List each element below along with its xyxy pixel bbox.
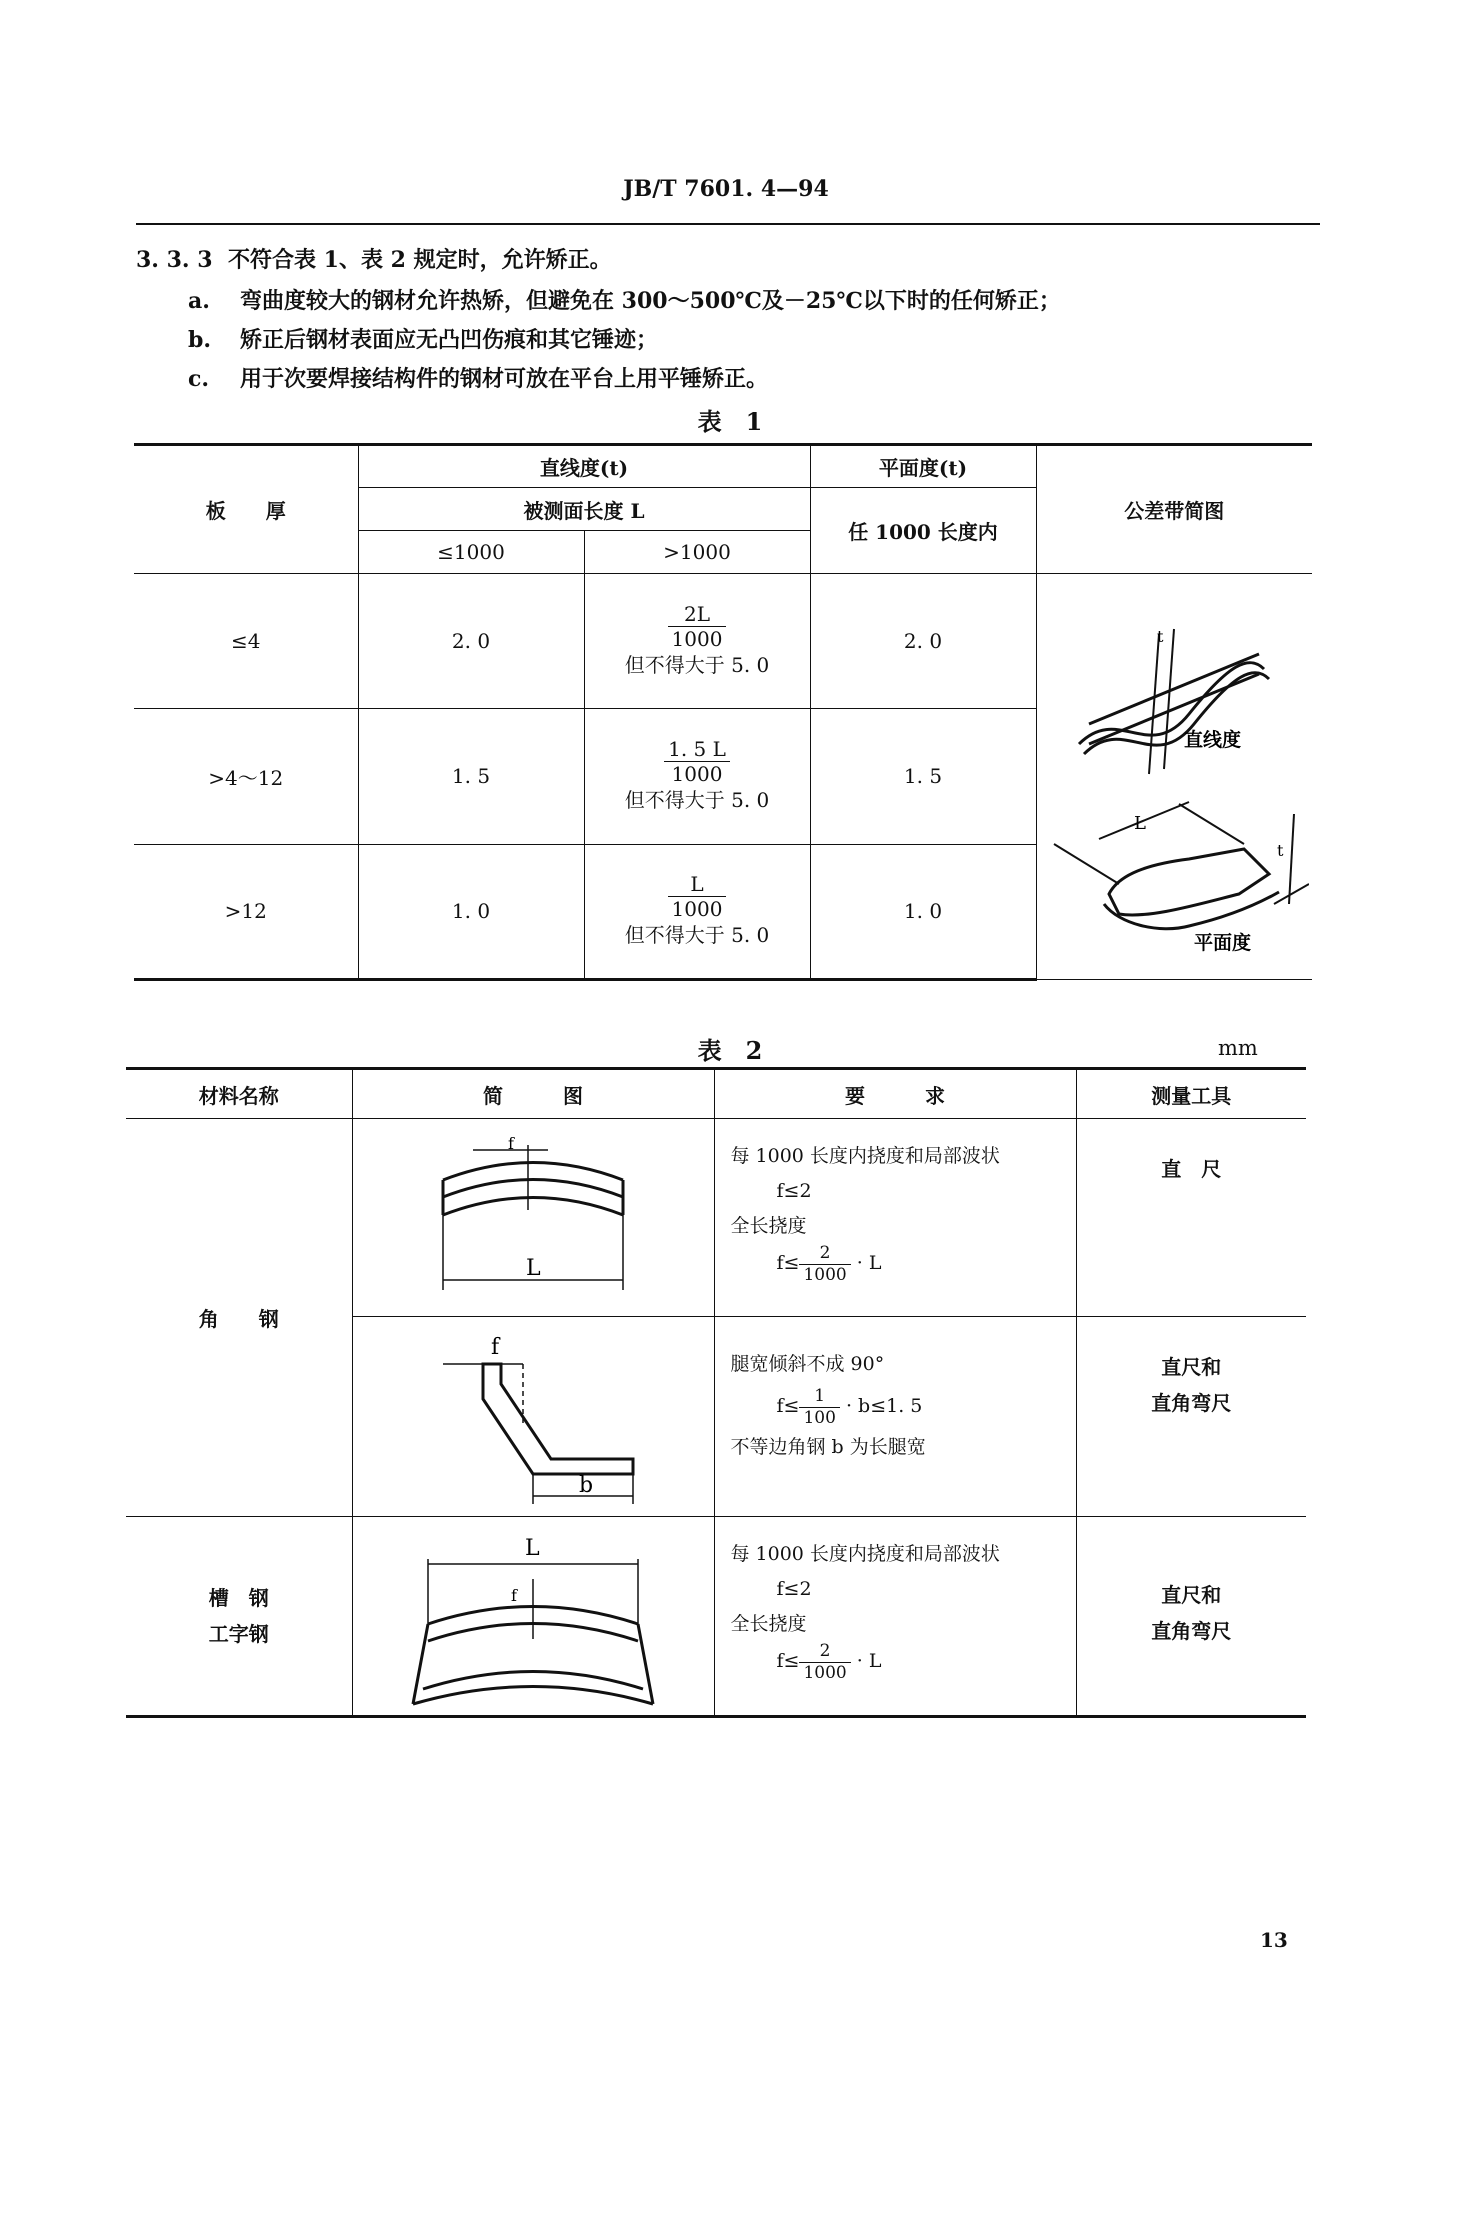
table2-caption: 表 2 bbox=[697, 1036, 763, 1065]
flatness-t-label: t bbox=[1277, 841, 1284, 860]
requirement-cell bbox=[714, 1119, 1076, 1317]
header-rule bbox=[136, 223, 1320, 225]
angle-leg-tilt-sketch-icon bbox=[383, 1324, 683, 1504]
section-item-c bbox=[136, 362, 768, 393]
table1-le1000: 1. 0 bbox=[358, 844, 584, 979]
table1-header-gt1000: >1000 bbox=[584, 531, 810, 574]
table1-gt1000 bbox=[584, 844, 810, 979]
material-angle-steel: 角 钢 bbox=[126, 1119, 352, 1517]
diagram-t-label: t bbox=[1157, 627, 1164, 646]
requirement-cell bbox=[714, 1517, 1076, 1717]
tool-cell bbox=[1076, 1317, 1306, 1517]
tool-line: 直角弯尺 bbox=[1151, 1391, 1232, 1415]
requirement-line: 腿宽倾斜不成 90° bbox=[730, 1353, 885, 1375]
item-text: 矫正后钢材表面应无凸凹伤痕和其它锤迹； bbox=[240, 327, 659, 353]
table1-header-diagram: 公差带简图 bbox=[1036, 445, 1312, 574]
fraction: $\frac{L}{1000}$ bbox=[668, 873, 727, 920]
sketch-cell bbox=[352, 1317, 714, 1517]
table1-le1000: 2. 0 bbox=[358, 574, 584, 709]
tolerance-zone-diagram bbox=[1039, 574, 1309, 974]
straightness-diagram-icon bbox=[1079, 629, 1269, 774]
sketch-f-label: f bbox=[491, 1335, 500, 1360]
requirement-cell bbox=[714, 1317, 1076, 1517]
item-label: c. bbox=[188, 366, 210, 392]
fraction: $\frac{1. 5 L}{1000}$ bbox=[664, 738, 730, 785]
table1-thickness: >4～12 bbox=[134, 709, 358, 844]
table1-flatness: 2. 0 bbox=[810, 574, 1036, 709]
fraction: $\frac{1}{100}$ bbox=[799, 1387, 839, 1427]
requirement-line: 每 1000 长度内挠度和局部波状 bbox=[730, 1543, 1000, 1565]
fraction: $\frac{2}{1000}$ bbox=[799, 1642, 850, 1682]
sketch-b-label: b bbox=[579, 1473, 594, 1498]
requirement-line: f≤2 bbox=[776, 1180, 812, 1202]
table1-header-thickness: 板 厚 bbox=[134, 445, 358, 574]
channel-bow-sketch-icon bbox=[383, 1519, 683, 1709]
sketch-f-label: f bbox=[508, 1134, 514, 1153]
table1-gt1000 bbox=[584, 574, 810, 709]
material-channel-steel: 槽 钢 工字钢 bbox=[126, 1517, 352, 1717]
requirement-line: f≤2 bbox=[776, 1578, 812, 1600]
table1-thickness: >12 bbox=[134, 844, 358, 979]
tool-line: 直尺和 bbox=[1161, 1583, 1222, 1607]
limit-note: 但不得大于 5. 0 bbox=[624, 922, 770, 947]
sketch-cell bbox=[352, 1517, 714, 1717]
item-text: 弯曲度较大的钢材允许热矫，但避免在 300～500℃及－25℃以下时的任何矫正； bbox=[240, 288, 1061, 314]
table1-header-flatness: 平面度(t) bbox=[810, 445, 1036, 488]
table1 bbox=[134, 443, 1312, 981]
table2 bbox=[126, 1067, 1306, 1718]
section-heading bbox=[136, 243, 612, 274]
table1-header-flatness-range: 任 1000 长度内 bbox=[810, 488, 1036, 574]
table1-header-measured-length: 被测面长度 L bbox=[358, 488, 810, 531]
section-text: 不符合表 1、表 2 规定时，允许矫正。 bbox=[228, 247, 612, 273]
sketch-L-label: L bbox=[525, 1535, 540, 1561]
requirement-line: 全长挠度 bbox=[730, 1613, 807, 1635]
flatness-label: 平面度 bbox=[1194, 932, 1252, 954]
table2-unit: mm bbox=[1218, 1036, 1258, 1060]
item-label: a. bbox=[188, 288, 210, 314]
requirement-formula: f≤ $\frac{1}{100}$ · b≤1. 5 bbox=[776, 1385, 923, 1428]
sketch-cell bbox=[352, 1119, 714, 1317]
table1-flatness: 1. 5 bbox=[810, 709, 1036, 844]
section-item-b bbox=[136, 323, 658, 354]
tool-line: 直 尺 bbox=[1161, 1157, 1222, 1181]
sketch-f-label: f bbox=[511, 1585, 517, 1605]
requirement-formula: f≤ $\frac{2}{1000}$ · L bbox=[776, 1641, 882, 1683]
limit-note: 但不得大于 5. 0 bbox=[624, 787, 770, 812]
tool-cell bbox=[1076, 1119, 1306, 1317]
requirement-line: 不等边角钢 b 为长腿宽 bbox=[730, 1436, 926, 1458]
tool-line: 直尺和 bbox=[1161, 1355, 1222, 1379]
table1-thickness: ≤4 bbox=[134, 574, 358, 709]
section-number: 3. 3. 3 bbox=[136, 247, 213, 273]
table1-gt1000 bbox=[584, 709, 810, 844]
table1-header-straightness: 直线度(t) bbox=[358, 445, 810, 488]
requirement-line: 全长挠度 bbox=[730, 1215, 807, 1237]
fraction: $\frac{2L}{1000}$ bbox=[668, 603, 727, 650]
limit-note: 但不得大于 5. 0 bbox=[624, 652, 770, 677]
flatness-diagram-icon bbox=[1054, 802, 1309, 929]
table2-header-material: 材料名称 bbox=[126, 1069, 352, 1119]
item-text: 用于次要焊接结构件的钢材可放在平台上用平锤矫正。 bbox=[240, 366, 769, 392]
section-item-a bbox=[136, 284, 1061, 315]
sketch-L-label: L bbox=[526, 1256, 541, 1281]
angle-bow-sketch-icon bbox=[383, 1125, 683, 1305]
document-header: JB/T 7601. 4—94 bbox=[623, 176, 829, 202]
flatness-L-label: L bbox=[1134, 813, 1147, 834]
page-number: 13 bbox=[1260, 1928, 1288, 1952]
straightness-label: 直线度 bbox=[1184, 729, 1242, 751]
requirement-formula: f≤ $\frac{2}{1000}$ · L bbox=[776, 1243, 882, 1285]
table1-flatness: 1. 0 bbox=[810, 844, 1036, 979]
table2-header-tool: 测量工具 bbox=[1076, 1069, 1306, 1119]
table1-diagram-cell bbox=[1036, 574, 1312, 980]
tool-cell bbox=[1076, 1517, 1306, 1717]
table1-header-le1000: ≤1000 bbox=[358, 531, 584, 574]
table1-caption: 表 1 bbox=[697, 407, 763, 436]
tool-line: 直角弯尺 bbox=[1151, 1619, 1232, 1643]
fraction: $\frac{2}{1000}$ bbox=[799, 1244, 850, 1284]
table2-header-sketch: 简 图 bbox=[352, 1069, 714, 1119]
item-label: b. bbox=[188, 327, 212, 353]
table2-header-requirement: 要 求 bbox=[714, 1069, 1076, 1119]
table1-le1000: 1. 5 bbox=[358, 709, 584, 844]
requirement-line: 每 1000 长度内挠度和局部波状 bbox=[730, 1145, 1000, 1167]
